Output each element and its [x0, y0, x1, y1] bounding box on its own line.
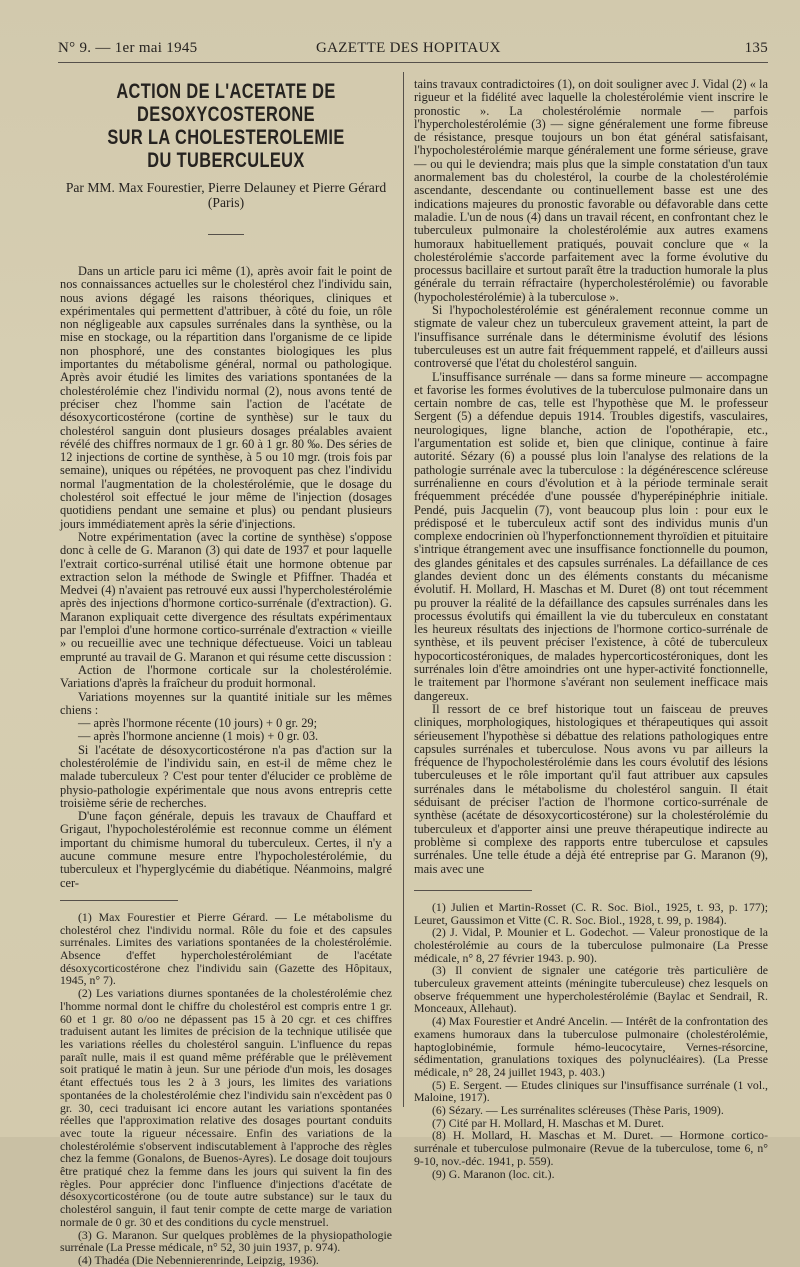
running-head: [58, 40, 768, 62]
left-column: [60, 78, 392, 1267]
journal-name: GAZETTE DES HOPITAUX: [316, 40, 501, 56]
article-authors: Par MM. Max Fourestier, Pierre Delauney et Pierre Gérard: [65, 180, 387, 195]
right-column: [414, 77, 768, 1181]
body-paragraph: — après l'hormone ancienne (1 mois) + 0 gr. 03.: [78, 729, 319, 744]
footnote: (1) Max Fourestier et Pierre Gérard. — Le métabolisme du cholestérol chez l'individu normal. Rôle du foie et des capsules surrénales. Limites des variations spontanées de la cholestérolémie. Absence d'effet hypercholestérolémiant de l'acétate désoxycorticostérone chez l'individu sain (Gazette des Hôpitaux, 1945, n° 7).: [60, 909, 392, 988]
footnote-rule: [414, 890, 532, 891]
article-title: [97, 80, 356, 172]
body-paragraph: Si l'acétate de désoxycorticostérone n'a pas d'action sur la cholestérolémie de l'individu sain, en est-il de même chez le malade tuberculeux ? C'est pour tenter d'élucider ce problème de physio-pathologie expérimentale que nous avons entrepris cette troisième série de recherches.: [60, 742, 392, 810]
footnote: (2) J. Vidal, P. Mounier et L. Godechot. — Valeur pronostique de la cholestérolémie au cours de la tuberculose pulmonaire (La Presse médicale, n° 8, 27 février 1943. p. 90).: [414, 925, 768, 965]
page-number: 135: [744, 40, 768, 56]
header-rule: [58, 62, 768, 63]
footnote: (6) Sézary. — Les surrénalites scléreuses (Thèse Paris, 1909).: [432, 1103, 724, 1118]
issue-date: N° 9. — 1er mai 1945: [58, 40, 198, 56]
body-paragraph: Dans un article paru ici même (1), après avoir fait le point de nos connaissances actuelles sur le cholestérol chez l'individu sain, nous avions dégagé les raisons théoriques, cliniques et expérimentales qui permettent d'attribuer, à côté du foie, un rôle non négligeable aux capsules surrénales dans la synthèse, ou la mise en stockage, ou la répartition dans l'organisme de ce lipide non phosphoré, une des constantes biologiques les plus importantes du métabolisme général, normal ou pathologique. Après avoir étudié les limites des variations spontanées de la cholestérolémie chez l'individu normal (2), nous avons tenté de préciser chez l'homme sain l'action de l'acétate de désoxycorticostérone (cortine de synthèse) sur le taux du cholestérol sanguin dont plusieurs dosages préalables avaient révélé des chiffres normaux de 1 gr. 60 à 1 gr. 80 ‰. Des séries de 12 injections de cortine de synthèse, à 5 ou 10 mgr. (trois fois par semaine), uniques ou répétées, ne provoquent pas chez l'individu normal l'augmentation de la cholestérolémie, que le dosage du cholestérol soit effectué le jour même de l'injection (dosages quotidiens pendant une semaine et plus) ou pendant plusieurs jours immédiatement après la série d'injections.: [60, 264, 392, 531]
footnote-rule: [60, 900, 178, 901]
article-affiliation: (Paris): [207, 195, 245, 210]
body-paragraph: tains travaux contradictoires (1), on doit souligner avec J. Vidal (2) « la rigueur et la fidélité avec laquelle la cholestérolémie vient inscrire le pronostic ». La cholestérolémie normale — parfois l'hypercholestérolémie (3) — signe généralement une forme fibreuse de résistance, presque toujours un bon état général satisfaisant, l'hypocholestérolémie marque généralement une forme sérieuse, grave — ou qui le deviendra; mais plus que la simple constatation d'un taux anormalement bas du cholestérol, la courbe de la cholestérolémie ascendante, descendante ou continuellement basse est une des indications majeures du pronostic favorable ou défavorable dans cette maladie. L'un de nous (4) dans un travail récent, en confrontant chez le tuberculeux pulmonaire la cholestérolémie aux autres examens humoraux habituellement pratiqués, pouvait conclure que « la cholestérolémie s'accorde parfaitement avec la forme évolutive du processus bacillaire et surtout paraît être la traduction humorale la plus générale du terrain réfractaire (hypercholestérolémie) ou favorable (hypocholestérolémie) à la tuberculose ».: [414, 77, 768, 304]
left-footnotes: [60, 911, 392, 1267]
footnote: (2) Les variations diurnes spontanées de la cholestérolémie chez l'homme normal dont le chiffre du cholestérol est compris entre 1 gr. 60 et 1 gr. 80 o/oo ne dépassent pas 15 à 20 cgr. et ces chiffres traduisent autant les limites de précision de la technique utilisée que les variations réelles du cholestérol sanguin. L'influence du repas paraît nulle, mais il est quand même préférable que le prélèvement soit pratiqué le matin à jeun. Sur une période d'un mois, les dosages étant effectués tous les 2 à 3 jours, les limites des variations spontanées de la cholestérolémie chez l'individu sain n'excèdent pas 0 gr. 30, ceci traduisant ici encore autant les variations spontanées réelles que l'approximation relative des dosages pourtant conduits avec toute la rigueur nécessaire. Enfin des variations de la cholestérolémie s'observent indiscutablement à l'approche des règles chez la femme (Gonalons, de Buenos-Ayres). Le dosage doit toujours être pratiqué chez la femme dans les jours qui suivent la fin des règles. Pour apprécier donc l'influence d'injections d'acétate de désoxycorticostérone (ou de toute autre substance) sur le taux du cholestérol sanguin, il faut tenir compte de cette marge de variation normale de 0 gr. 30 et des conditions du cycle menstruel.: [60, 986, 392, 1229]
column-divider: [403, 72, 404, 1107]
footnote: (7) Cité par H. Mollard, H. Maschas et M. Duret.: [432, 1115, 664, 1130]
body-paragraph: L'insuffisance surrénale — dans sa forme mineure — accompagne et favorise les formes évolutives de la tuberculose pulmonaire dans un certain nombre de cas, telle est l'hypothèse que M. le professeur Sergent (5) a défendue depuis 1914. Troubles digestifs, vasculaires, neurologiques, ligne blanche, action de l'opothérapie, etc., l'argumentation est solide et, bien que clinique, continue à faire autorité. Sézary (6) a poussé plus loin l'analyse des relations de la pathologie surrénale avec la tuberculose : la dégénérescence scléreuse surrénalienne en cours d'évolution et à la période terminale serait fréquemment précédée d'une poussée d'hyperépinéphrie initiale. Pendé, puis Jacquelin (7), vont beaucoup plus loin : pour eux le prédisposé et le tuberculeux actif sont des individus munis d'un complexe endocrinien où l'hyperfonctionnement thyroïdien et pituitaire s'intrique étrangement avec une insuffisance fonctionnelle du poumon, des glandes génitales et des capsules surrénales. La défaillance de ces glandes devient donc un des éléments constants du mécanisme évolutif. H. Mollard, H. Maschas et M. Duret (8) ont tout récemment pu prouver la réalité de la défaillance des capsules surrénales dans les processus évolutifs qui émaillent la vie du tuberculeux en constatant les heureux résultats des injections de l'hormone cortico-surrénale de synthèse, et ils peuvent préciser l'existence, à côté de tuberculeux hypocorticostéroniques, de malades hypercorticostéroniques, dont les surrénales loin d'être amoindries ont une hyper-activité fonctionnelle, le traitement par l'hormone s'avérant non seulement inefficace mais dangereux.: [414, 369, 768, 703]
footnote: (1) Julien et Martin-Rosset (C. R. Soc. Biol., 1925, t. 93, p. 177); Leuret, Gaussimon et Vitte (C. R. Soc. Biol., 1928, t. 99, p. 1984).: [414, 899, 768, 927]
body-paragraph: Il ressort de ce bref historique tout un faisceau de preuves cliniques, morphologiques, histologiques et thérapeutiques qui assoit sérieusement l'hypothèse si débattue des relations pathologiques entre capsules surrénales et tuberculose. Nous avons vu par ailleurs la fréquence de l'hypocholestérolémie dans les cours évolutif des lésions tuberculeuses et le rôle important qu'il faut attribuer aux capsules surrénales dans le métabolisme du cholestérol sanguin. Il était séduisant de préciser l'action de l'hormone cortico-surrénale de synthèse (acétate de désoxycorticostérone) sur la cholestérolémie du tuberculeux et d'apporter ainsi une preuve thérapeutique indirecte au problème si complexe des rapports entre tuberculose et capsules surrénales. Une telle étude a déjà été entreprise par G. Maranon (9), mais avec une: [414, 701, 768, 876]
body-paragraph: Variations moyennes sur la quantité initiale sur les mêmes chiens :: [60, 689, 392, 717]
body-paragraph: D'une façon générale, depuis les travaux de Chauffard et Grigaut, l'hypocholestérolémie est reconnue comme un élément important du chimisme humoral du tuberculeux. Certes, il n'y a aucune commune mesure entre l'hypocholestérolémie, du tuberculeux et l'hyperglycémie du diabétique. Néanmoins, malgré cer-: [60, 809, 392, 890]
footnote: (5) E. Sergent. — Etudes cliniques sur l'insuffisance surrénale (1 vol., Maloine, 1917).: [414, 1077, 768, 1105]
body-paragraph: — après l'hormone récente (10 jours) + 0 gr. 29;: [78, 716, 318, 731]
right-footnotes: [414, 901, 768, 1180]
body-paragraph: Si l'hypocholestérolémie est généralement reconnue comme un stigmate de valeur chez un tuberculeux gravement atteint, la part de l'insuffisance surrénale dans le déterminisme évolutif des lésions tuberculeuses est un autre fait fréquemment rappelé, et d'ailleurs aussi controversé que l'état du cholestérol sanguin.: [414, 303, 768, 371]
title-line-2: SUR LA CHOLESTEROLEMIE DU TUBERCULEUX: [107, 126, 345, 172]
footnote: (3) G. Maranon. Sur quelques problèmes de la physiopathologie surrénale (La Presse médicale, n° 52, 30 juin 1937, p. 974).: [60, 1227, 392, 1255]
footnote: (4) Max Fourestier et André Ancelin. — Intérêt de la confrontation des examens humoraux dans la tuberculose pulmonaire (cholestérolémie, haptoglobinémie, formule hémo-leucocytaire, Vernes-résorcine, sédimentation, granulations toxiques des polynucléaires). (La Presse médicale, n° 28, 24 juillet 1943, p. 403.): [414, 1014, 768, 1079]
footnote: (3) Il convient de signaler une catégorie très particulière de tuberculeux gravement atteints (méningite tuberculeuse) chez lesquels on observe fréquemment une hypercholestérolémie (Baylac et Sendrail, R. Monceaux, Allehaut).: [414, 963, 768, 1016]
footnote: (8) H. Mollard, H. Maschas et M. Duret. — Hormone cortico-surrénale et tuberculose pulmonaire (Revue de la tuberculose, tome 6, n° 9-10, nov.-déc. 1941, p. 559).: [414, 1128, 768, 1168]
title-rule: [208, 234, 244, 235]
footnote: (4) Thadéa (Die Nebennierenrinde, Leipzig, 1936).: [78, 1252, 319, 1267]
footnote: (9) G. Maranon (loc. cit.).: [432, 1166, 555, 1181]
body-paragraph: Action de l'hormone corticale sur la cholestérolémie. Variations d'après la fraîcheur du produit hormonal.: [60, 662, 392, 691]
title-line-1: ACTION DE L'ACETATE DE DESOXYCOSTERONE: [116, 80, 336, 126]
body-paragraph: Notre expérimentation (avec la cortine de synthèse) s'oppose donc à celle de G. Maranon (3) qui date de 1937 et pour laquelle l'extrait cortico-surrénal utilisé était une hormone obtenue par extraction selon la méthode de Swingle et Pfiffner. Thadéa et Medvei (4) n'avaient pas retrouvé eux aussi l'hypercholestérolémie après des injections d'hormone cortico-surrénale (d'extraction). G. Maranon expliquait cette divergence des résultats expérimentaux par l'emploi d'une hormone cortico-surrénale d'extraction « vieille » ou recueillie avec une technique défectueuse. Voici un tableau emprunté au travail de G. Maranon et qui résume cette discussion :: [60, 529, 392, 664]
